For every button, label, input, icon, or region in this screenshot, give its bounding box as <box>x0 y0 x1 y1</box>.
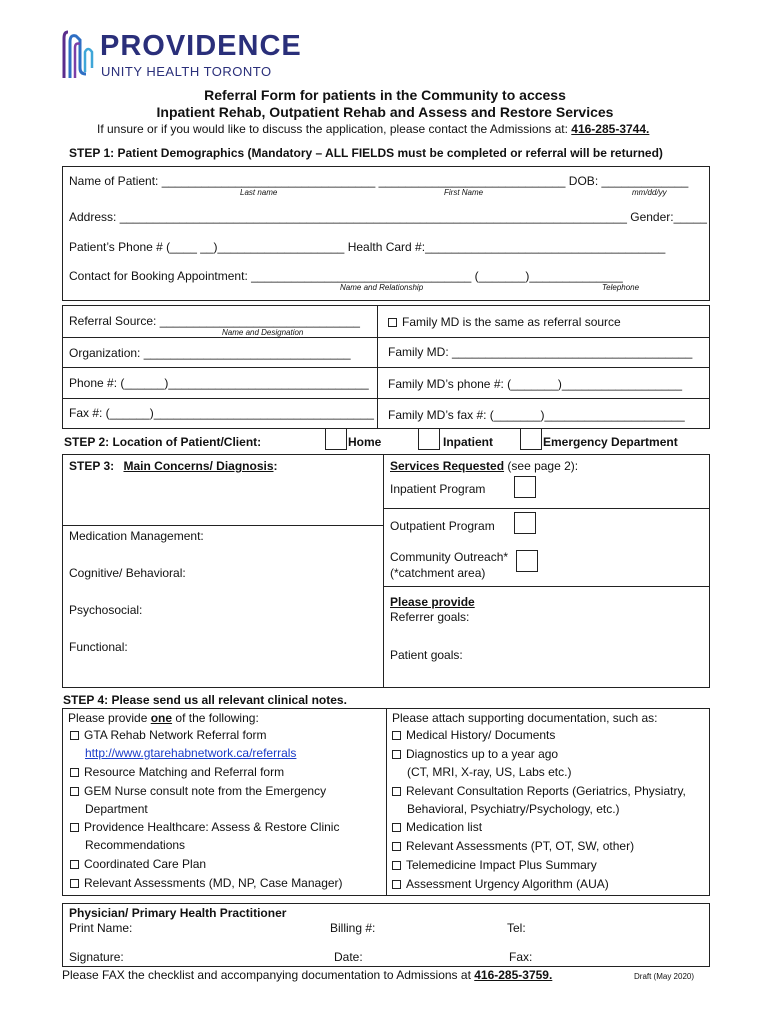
providence-logo-mark <box>58 28 96 80</box>
step2-heading <box>64 435 261 449</box>
gta-rehab-option[interactable] <box>70 728 267 742</box>
community-outreach-label: Community Outreach* <box>390 550 509 564</box>
print-name-field[interactable]: Print Name: <box>69 921 133 935</box>
gem-nurse-option[interactable] <box>70 784 326 798</box>
contact-note-text: If unsure or if you would like to discuss the application, please contact the Admissions at: <box>97 122 568 136</box>
telemedicine-option[interactable] <box>392 858 597 872</box>
resource-matching-label: Resource Matching and Referral form <box>84 765 285 779</box>
checkbox-icon[interactable] <box>392 750 401 759</box>
consultation-cont: Behavioral, Psychiatry/Psychology, etc.) <box>407 802 620 816</box>
logo-name: PROVIDENCE <box>100 30 302 62</box>
organization-field[interactable]: Organization: _______________________________ <box>69 346 351 360</box>
community-outreach-checkbox[interactable] <box>516 550 538 572</box>
inpatient-program-label: Inpatient Program <box>390 482 486 496</box>
family-md-fax-field[interactable]: Family MD’s fax #: (_______)_____________________ <box>388 408 685 422</box>
diagnostics-label: Diagnostics up to a year ago <box>406 747 559 761</box>
left-intro-c: of the following: <box>172 711 259 725</box>
medication-list-option[interactable] <box>392 820 482 834</box>
patient-phone-field[interactable]: Patient’s Phone # (____ __)___________________ Health Card #:____________________________________ <box>69 240 666 254</box>
providence-option[interactable] <box>70 820 339 834</box>
physician-title: Physician/ Primary Health Practitioner <box>69 906 287 920</box>
checkbox-icon[interactable] <box>70 768 79 777</box>
step3-right-split <box>383 508 710 509</box>
contact-booking-field[interactable]: Contact for Booking Appointment: _________________________________ (_______)______________ <box>69 269 623 283</box>
step3-right-split2 <box>383 586 710 587</box>
providence-label: Providence Healthcare: Assess & Restore Clinic <box>84 820 340 834</box>
inpatient-label: Inpatient <box>443 435 493 449</box>
telephone-caption: Telephone <box>602 283 640 292</box>
gem-nurse-cont: Department <box>85 802 148 816</box>
fax-field[interactable]: Fax: <box>509 950 533 964</box>
checkbox-icon[interactable] <box>70 787 79 796</box>
medication-list-label: Medication list <box>406 820 483 834</box>
outpatient-program-label: Outpatient Program <box>390 519 495 533</box>
name-designation-caption: Name and Designation <box>222 328 304 337</box>
checkbox-icon[interactable] <box>70 860 79 869</box>
inpatient-checkbox[interactable] <box>418 428 440 450</box>
referral-grid-row3 <box>62 398 710 399</box>
left-intro-a: Please provide <box>68 711 151 725</box>
step4-heading: STEP 4: Please send us all relevant clinical notes. <box>63 693 347 707</box>
step4-right-intro: Please attach supporting documentation, such as: <box>392 711 658 725</box>
referrer-goals-field[interactable]: Referrer goals: <box>390 610 470 624</box>
emergency-label: Emergency Department <box>543 435 678 449</box>
checkbox-icon[interactable] <box>70 879 79 888</box>
family-md-same-checkbox[interactable] <box>388 315 621 329</box>
care-plan-label: Coordinated Care Plan <box>84 857 207 871</box>
draft-label: Draft (May 2020) <box>634 972 695 981</box>
medication-field[interactable]: Medication Management: <box>69 529 204 543</box>
gta-rehab-label: GTA Rehab Network Referral form <box>84 728 267 742</box>
last-name-caption: Last name <box>240 188 278 197</box>
relevant-assessments-option[interactable] <box>392 839 634 853</box>
assessments-option[interactable] <box>70 876 343 890</box>
care-plan-option[interactable] <box>70 857 206 871</box>
services-heading <box>390 459 578 473</box>
medical-history-option[interactable] <box>392 728 555 742</box>
please-provide-label: Please provide <box>390 595 475 609</box>
home-label: Home <box>348 435 382 449</box>
step3-label: STEP 3: <box>69 459 115 473</box>
family-md-same-label: Family MD is the same as referral source <box>402 315 621 329</box>
family-md-phone-field[interactable]: Family MD’s phone #: (_______)__________________ <box>388 377 682 391</box>
telemedicine-label: Telemedicine Impact Plus Summary <box>406 858 597 872</box>
patient-name-field[interactable]: Name of Patient: ________________________________ ____________________________ DOB: _____________ <box>69 174 689 188</box>
tel-field[interactable]: Tel: <box>507 921 526 935</box>
outpatient-program-checkbox[interactable] <box>514 512 536 534</box>
referral-fax-field[interactable]: Fax #: (______)_________________________________ <box>69 406 374 420</box>
step3-heading <box>69 459 278 473</box>
step3-colon: : <box>273 459 278 473</box>
billing-field[interactable]: Billing #: <box>330 921 376 935</box>
referral-grid-row2 <box>62 367 710 368</box>
cognitive-field[interactable]: Cognitive/ Behavioral: <box>69 566 186 580</box>
referral-source-field[interactable]: Referral Source: ______________________________ <box>69 314 360 328</box>
gta-rehab-link[interactable]: http://www.gtarehabnetwork.ca/referrals <box>85 746 297 760</box>
psychosocial-field[interactable]: Psychosocial: <box>69 603 143 617</box>
checkbox-icon[interactable] <box>388 318 397 327</box>
resource-matching-option[interactable] <box>70 765 284 779</box>
left-intro-one: one <box>150 711 173 725</box>
address-field[interactable]: Address: ____________________________________________________________________________ Gender:_____ <box>69 210 707 224</box>
referral-phone-field[interactable]: Phone #: (______)______________________________ <box>69 376 369 390</box>
checkbox-icon[interactable] <box>70 731 79 740</box>
step3-divider <box>383 454 384 688</box>
diagnostics-cont: (CT, MRI, X-ray, US, Labs etc.) <box>407 765 572 779</box>
dob-format-caption: mm/dd/yy <box>632 188 667 197</box>
checkbox-icon[interactable] <box>392 842 401 851</box>
aua-label: Assessment Urgency Algorithm (AUA) <box>406 877 609 891</box>
checkbox-icon[interactable] <box>392 880 401 889</box>
signature-field[interactable]: Signature: <box>69 950 124 964</box>
step3-left-split <box>62 525 383 526</box>
checkbox-icon[interactable] <box>392 731 401 740</box>
checkbox-icon[interactable] <box>392 787 401 796</box>
first-name-caption: First Name <box>444 188 484 197</box>
step1-heading: STEP 1: Patient Demographics (Mandatory – ALL FIELDS must be completed or referral will be returned) <box>69 146 663 160</box>
form-title-line1: Referral Form for patients in the Community to access <box>204 87 566 103</box>
step4-left-intro <box>68 711 259 725</box>
checkbox-icon[interactable] <box>392 823 401 832</box>
checkbox-icon[interactable] <box>392 861 401 870</box>
assessments-label: Relevant Assessments (MD, NP, Case Manager) <box>84 876 343 890</box>
emergency-checkbox[interactable] <box>520 428 542 450</box>
providence-cont: Recommendations <box>85 838 186 852</box>
catchment-label: (*catchment area) <box>390 566 486 580</box>
footer-fax-number: 416-285-3759. <box>474 968 553 982</box>
form-title-line2: Inpatient Rehab, Outpatient Rehab and Assess and Restore Services <box>156 104 614 120</box>
name-relationship-caption: Name and Relationship <box>340 283 424 292</box>
gem-nurse-label: GEM Nurse consult note from the Emergency <box>84 784 327 798</box>
footer-instruction <box>62 968 552 982</box>
step2-text: : Location of Patient/Client: <box>105 435 262 449</box>
medical-history-label: Medical History/ Documents <box>406 728 556 742</box>
diagnostics-option[interactable] <box>392 747 558 761</box>
consultation-label: Relevant Consultation Reports (Geriatrics, Physiatry, <box>406 784 686 798</box>
date-field[interactable]: Date: <box>334 950 363 964</box>
consultation-option[interactable] <box>392 784 686 798</box>
step2-label: STEP 2 <box>64 435 106 449</box>
step3-title: Main Concerns/ Diagnosis <box>123 459 274 473</box>
inpatient-program-checkbox[interactable] <box>514 476 536 498</box>
step4-divider <box>386 708 387 896</box>
contact-note <box>97 122 649 136</box>
admissions-phone: 416-285-3744. <box>571 122 650 136</box>
footer-text: Please FAX the checklist and accompanying documentation to Admissions at <box>62 968 475 982</box>
functional-field[interactable]: Functional: <box>69 640 128 654</box>
relevant-assessments-label: Relevant Assessments (PT, OT, SW, other) <box>406 839 635 853</box>
home-checkbox[interactable] <box>325 428 347 450</box>
logo-subtitle: UNITY HEALTH TORONTO <box>101 64 272 79</box>
family-md-field[interactable]: Family MD: ____________________________________ <box>388 345 693 359</box>
referral-grid-row1 <box>62 337 710 338</box>
patient-goals-field[interactable]: Patient goals: <box>390 648 463 662</box>
checkbox-icon[interactable] <box>70 823 79 832</box>
services-note: (see page 2): <box>504 459 579 473</box>
aua-option[interactable] <box>392 877 609 891</box>
services-title: Services Requested <box>390 459 505 473</box>
